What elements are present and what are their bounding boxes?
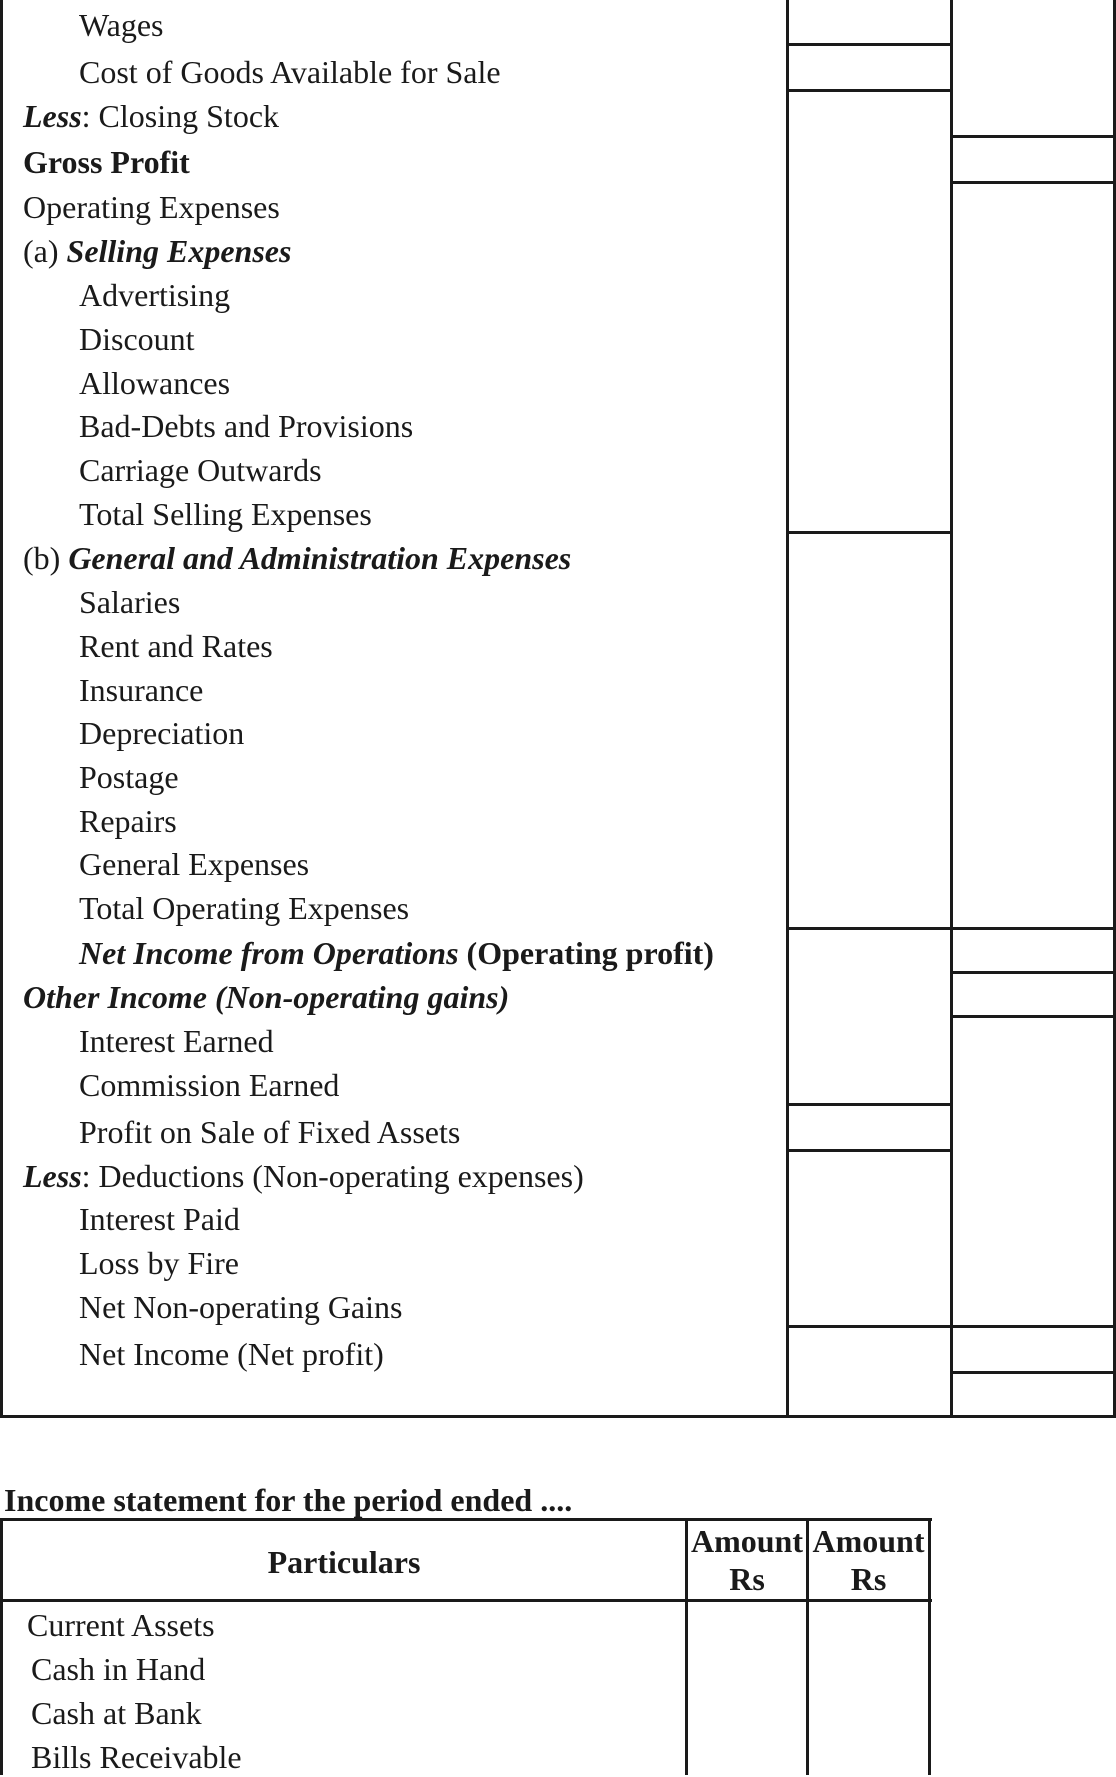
closing-stock-label: : Closing Stock [81,98,280,134]
row-operating-expenses: Operating Expenses [23,189,280,225]
row-total-selling: Total Selling Expenses [79,496,372,532]
table-bottom-top-border [0,1518,932,1521]
less-label: Less [23,98,82,134]
row-current-assets: Current Assets [27,1607,215,1643]
rule [950,971,1116,974]
rule [786,927,952,930]
rule [950,1015,1116,1018]
item-marker: (b) [23,540,69,576]
rule [950,1325,1116,1328]
row-gross-profit: Gross Profit [23,144,190,180]
rule [950,927,1116,930]
header-amount-2 [809,1522,928,1598]
item-marker: (a) [23,233,67,269]
rule [950,1371,1116,1374]
row-depreciation: Depreciation [79,715,245,751]
table-top-left-border [0,0,3,1418]
row-wages: Wages [79,7,164,43]
rule [786,531,952,534]
rule [786,1325,952,1328]
row-cash-at-bank: Cash at Bank [31,1695,202,1731]
row-insurance: Insurance [79,672,204,708]
row-general-expenses: General Expenses [79,846,310,882]
header-rs-2-label: Rs [850,1561,887,1597]
row-deductions [23,1156,584,1196]
row-bills-receivable: Bills Receivable [31,1739,242,1775]
row-rent-rates: Rent and Rates [79,628,273,664]
header-amount-2-label: Amount [812,1523,925,1559]
row-net-income-operations [79,933,714,973]
rule [786,1149,952,1152]
header-rs-1-label: Rs [729,1561,765,1597]
rule [786,43,952,46]
table-bottom-right-border [928,1518,931,1775]
row-profit-fixed-assets: Profit on Sale of Fixed Assets [79,1114,461,1150]
row-advertising: Advertising [79,277,231,313]
row-discount: Discount [79,321,195,357]
table-bottom-header-border [0,1599,932,1602]
less-label: Less [23,1158,82,1194]
table-top-col1-border [786,0,789,1418]
row-cash-in-hand: Cash in Hand [31,1651,206,1687]
row-net-non-operating: Net Non-operating Gains [79,1289,403,1325]
net-income-operations-label: Net Income from Operations [79,935,459,971]
selling-expenses-label: Selling Expenses [66,233,292,269]
row-carriage-outwards: Carriage Outwards [79,452,322,488]
income-statement-title: Income statement for the period ended .... [4,1482,573,1518]
row-postage: Postage [79,759,179,795]
rule [786,89,952,92]
header-amount-1 [688,1522,806,1598]
rule [950,135,1116,138]
row-interest-paid: Interest Paid [79,1201,240,1237]
table-top-col2-border [950,0,953,1418]
row-salaries: Salaries [79,584,181,620]
row-repairs: Repairs [79,803,177,839]
row-loss-by-fire: Loss by Fire [79,1245,239,1281]
row-interest-earned: Interest Earned [79,1023,274,1059]
table-top-bottom-border [0,1415,1116,1418]
row-allowances: Allowances [79,365,231,401]
row-cost-of-goods: Cost of Goods Available for Sale [79,54,501,90]
header-particulars: Particulars [267,1544,421,1580]
row-closing-stock [23,96,279,136]
row-selling-expenses [23,231,291,271]
rule [786,1103,952,1106]
general-admin-label: General and Administration Expenses [68,540,572,576]
row-general-admin [23,538,571,578]
row-bad-debts: Bad-Debts and Provisions [79,408,414,444]
row-other-income: Other Income (Non-operating gains) [23,979,510,1015]
header-amount-1-label: Amount [690,1523,803,1559]
operating-profit-label: (Operating profit) [458,935,714,971]
row-commission-earned: Commission Earned [79,1067,340,1103]
row-net-income: Net Income (Net profit) [79,1336,384,1372]
deductions-label: : Deductions (Non-operating expenses) [81,1158,584,1194]
row-total-operating: Total Operating Expenses [79,890,410,926]
rule [950,181,1116,184]
